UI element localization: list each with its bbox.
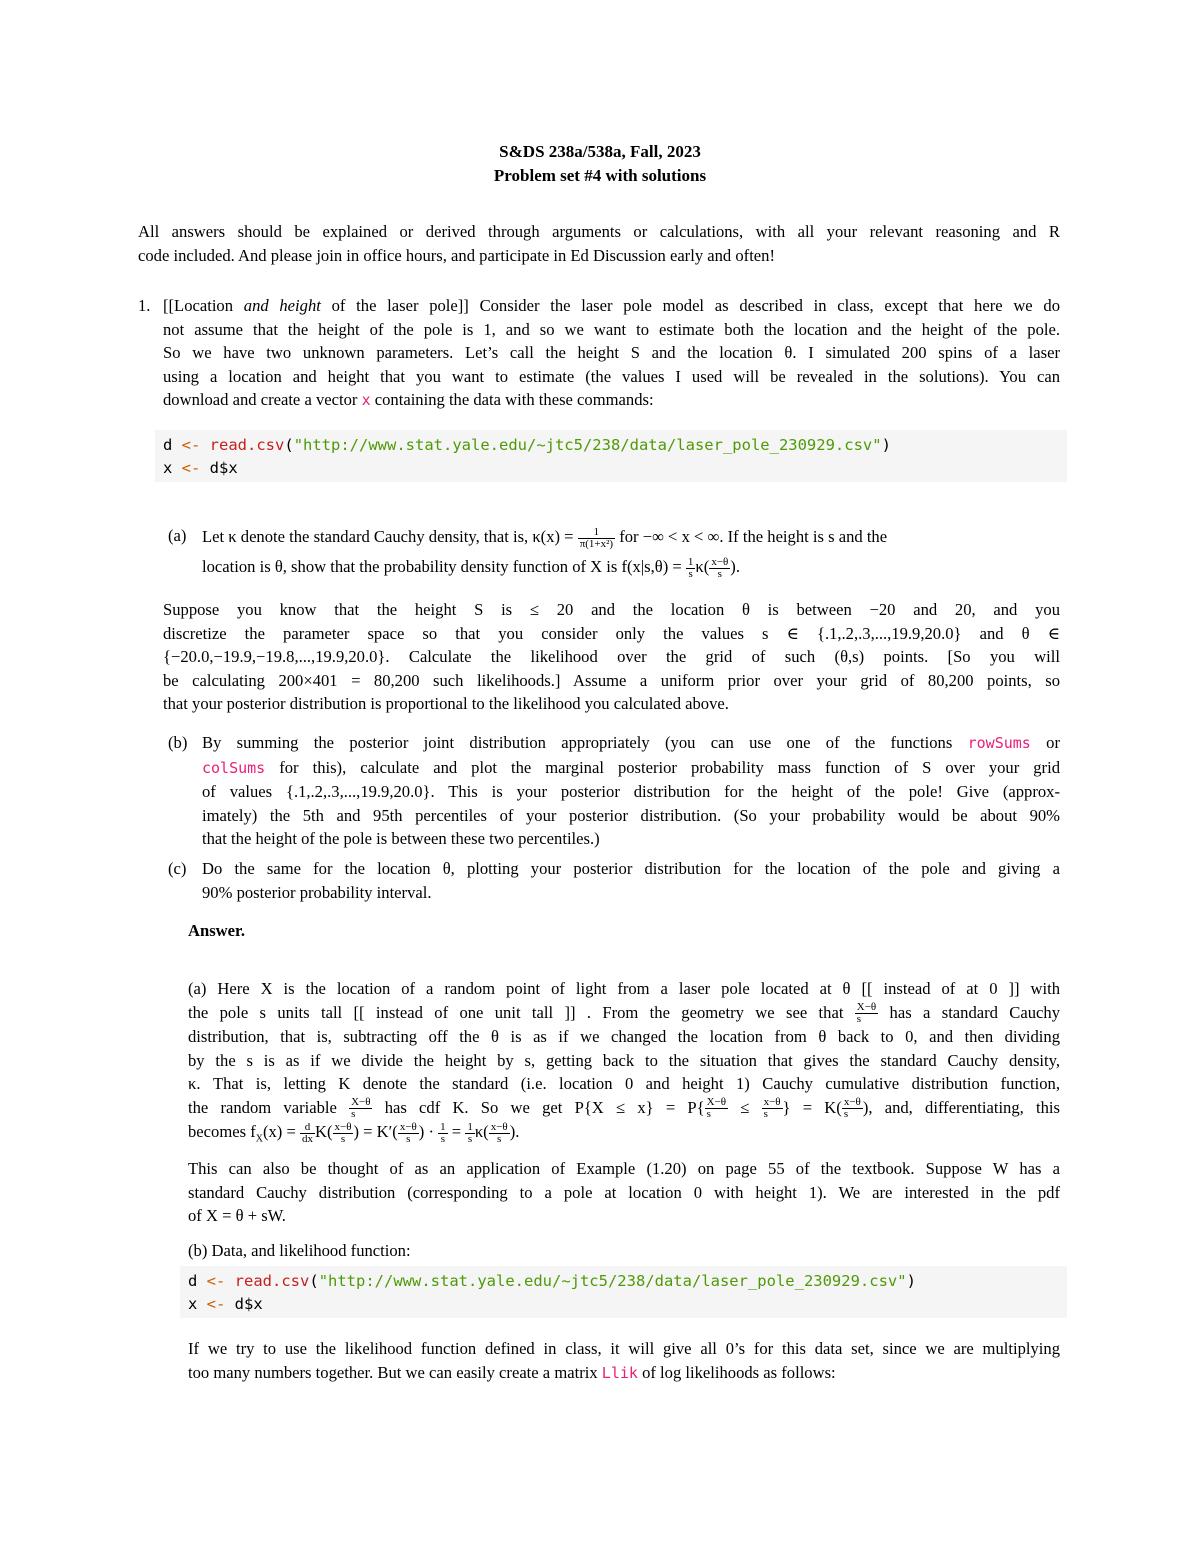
code-line: x <- d$x [188,1295,263,1313]
problem-line: not assume that the height of the pole is 1, and so we want to estimate both the location and the height of the pole. [163,319,1060,339]
part-c-line: 90% posterior probability interval. [202,882,432,902]
suppose-line: {−20.0,−19.9,−19.8,...,19.9,20.0}. Calculate the likelihood over the grid of such (θ,s) points. [So you will [163,647,1060,666]
answer-line: distribution, that is, subtracting off the θ is as if we changed the location from θ back to 0, and then dividing [188,1027,1060,1047]
part-b-line: imately) the 5th and 95th percentiles of your posterior distribution. (So your probability would be about 90% [202,805,1060,825]
textbook-example-paragraph [188,1157,1060,1228]
fraction: $\frac{1}{\text{π(1+x²)}}$ [579,525,614,550]
answer-b-heading: (b) Data, and likelihood function: [188,1241,411,1260]
problem-line: using a location and height that you want to estimate (the values I used will be revealed in the solutions). You can [163,366,1060,386]
problem-number: 1. [138,296,151,315]
code-line: d <- read.csv("http://www.stat.yale.edu/~jtc5/238/data/laser_pole_230929.csv") [188,1272,916,1290]
answer-line: by the s is as if we divide the height by s, getting back to the situation that gives the standard Cauchy density, [188,1050,1060,1070]
part-b-label: (b) [168,733,188,752]
course-title: S&DS 238a/538a, Fall, 2023 [499,142,701,161]
suppose-paragraph [163,598,1060,716]
fraction: $\frac{x-\theta}{s}$ [490,1121,508,1146]
fraction: $\frac{X-\theta}{s}$ [351,1096,371,1121]
fraction: $\frac{x-\theta}{s}$ [711,555,729,580]
answer-line: κ. That is, letting K denote the standard (i.e. location 0 and height 1) Cauchy cumulative distribution function, [188,1074,1060,1094]
part-b-line: colSums for this), calculate and plot the marginal posterior probability mass function of S over your grid [202,757,1060,777]
code-line: d <- read.csv("http://www.stat.yale.edu/~jtc5/238/data/laser_pole_230929.csv") [163,436,891,454]
fraction: $\frac{x-\theta}{s}$ [399,1121,417,1146]
answer-line: becomes $f_X(x)$ = $\frac{d}{dx}$ K( $\frac{x-\theta}{s}$ ) = K′( $\frac{x-\theta}{s}$ ) · $\frac{1}{s}$ = $\frac{1}{s}$ κ( $\frac{x-\theta}{s}$ ). [188,1121,520,1146]
answer-line: the random variable $\frac{X-\theta}{s}$ has cdf K. So we get P{X ≤ x} = P{ $\frac{X-\theta}{s}$ ≤ $\frac{x-\theta}{s}$ } = K( $\frac{x-\theta}{s}$ ), and, differentiating, this [188,1096,1060,1121]
suppose-line: Suppose you know that the height S is ≤ 20 and the location θ is between −20 and 20, and you [163,600,1060,619]
answer-line: standard Cauchy distribution (corresponding to a pole at location 0 with height 1). We are interested in the pdf [188,1182,1060,1202]
fraction: $\frac{x-\theta}{s}$ [763,1096,781,1121]
part-a-statement [202,522,1060,582]
fraction: $\frac{X-\theta}{s}$ [856,1001,877,1026]
answer-line: (a) Here X is the location of a random point of light from a laser pole located at θ [[ instead of at 0 ]] with [188,979,1060,998]
fraction: $\frac{x-\theta}{s}$ [843,1096,861,1121]
code-line: x <- d$x [163,459,238,477]
fraction: $\frac{1}{s}$ [440,1121,446,1146]
problem-line: So we have two unknown parameters. Let’s call the height S and the location θ. I simulated 200 spins of a laser [163,343,1060,362]
part-a-line: location is θ, show that the probability density function of X is f(x|s,θ) = $\frac{1}{s}$ κ( $\frac{x-\theta}{s}$ ). [202,555,740,580]
part-b-line: of values {.1,.2,.3,...,19.9,20.0}. This is your posterior distribution for the height of the pole! Give (approx- [202,782,1060,801]
part-c-label: (c) [168,859,187,878]
fraction: $\frac{X-\theta}{s}$ [706,1096,727,1121]
fraction: $\frac{x-\theta}{s}$ [334,1121,352,1146]
closing-line: too many numbers together. But we can easily create a matrix Llik of log likelihoods as follows: [188,1362,836,1382]
part-a-line: Let κ denote the standard Cauchy density, that is, κ(x) = $\frac{1}{\text{π(1+x²)}}$ for −∞ < x < ∞. If the height is s and the [202,525,888,550]
part-c-line: Do the same for the location θ, plotting your posterior distribution for the location of the pole and giving a [202,859,1060,878]
code-block-load-data [155,430,1067,482]
fraction: $\frac{1}{s}$ [687,555,694,580]
answer-a-paragraph [188,977,1060,1151]
problem-set-subtitle: Problem set #4 with solutions [493,166,707,185]
problem-line: download and create a vector x containing the data with these commands: [163,390,654,409]
suppose-line: that your posterior distribution is proportional to the likelihood you calculated above. [163,694,729,713]
suppose-line: be calculating 200×401 = 80,200 such likelihoods.] Assume a uniform prior over your grid of 80,200 points, so [163,670,1060,690]
problem-1-statement [163,294,1060,413]
problem-line: [[Location and height of the laser pole]] Consider the laser pole model as described in class, except that here we do [163,296,1060,315]
closing-line: If we try to use the likelihood function defined in class, it will give all 0’s for this data set, since we are multiplying [188,1339,1060,1358]
fraction: $\frac{1}{s}$ [467,1121,473,1146]
part-b-line: that the height of the pole is between these two percentiles.) [202,829,600,848]
intro-paragraph [138,220,1060,267]
answer-line: the pole s units tall [[ instead of one unit tall ]] . From the geometry we see that $\frac{X-\theta}{s}$ has a standard Cauchy [188,1001,1060,1026]
code-block-load-data-solution [180,1266,1067,1318]
part-b-statement [202,731,1060,851]
answer-heading: Answer. [188,921,246,940]
answer-line: of X = θ + sW. [188,1206,286,1225]
part-c-statement [202,857,1060,904]
suppose-line: discretize the parameter space so that you consider only the values s ∈ {.1,.2,.3,...,19.9,20.0} and θ ∈ [163,623,1060,643]
answer-line: This can also be thought of as an application of Example (1.20) on page 55 of the textbook. Suppose W has a [188,1159,1060,1178]
part-b-line: By summing the posterior joint distribution appropriately (you can use one of the functions rowSums or [202,733,1060,752]
intro-line: All answers should be explained or derived through arguments or calculations, with all your relevant reasoning and R [138,222,1060,241]
closing-paragraph [188,1337,1060,1385]
part-a-label: (a) [168,526,187,545]
intro-line: code included. And please join in office hours, and participate in Ed Discussion early and often! [138,245,775,265]
fraction: $\frac{d}{dx}$ [301,1121,313,1146]
